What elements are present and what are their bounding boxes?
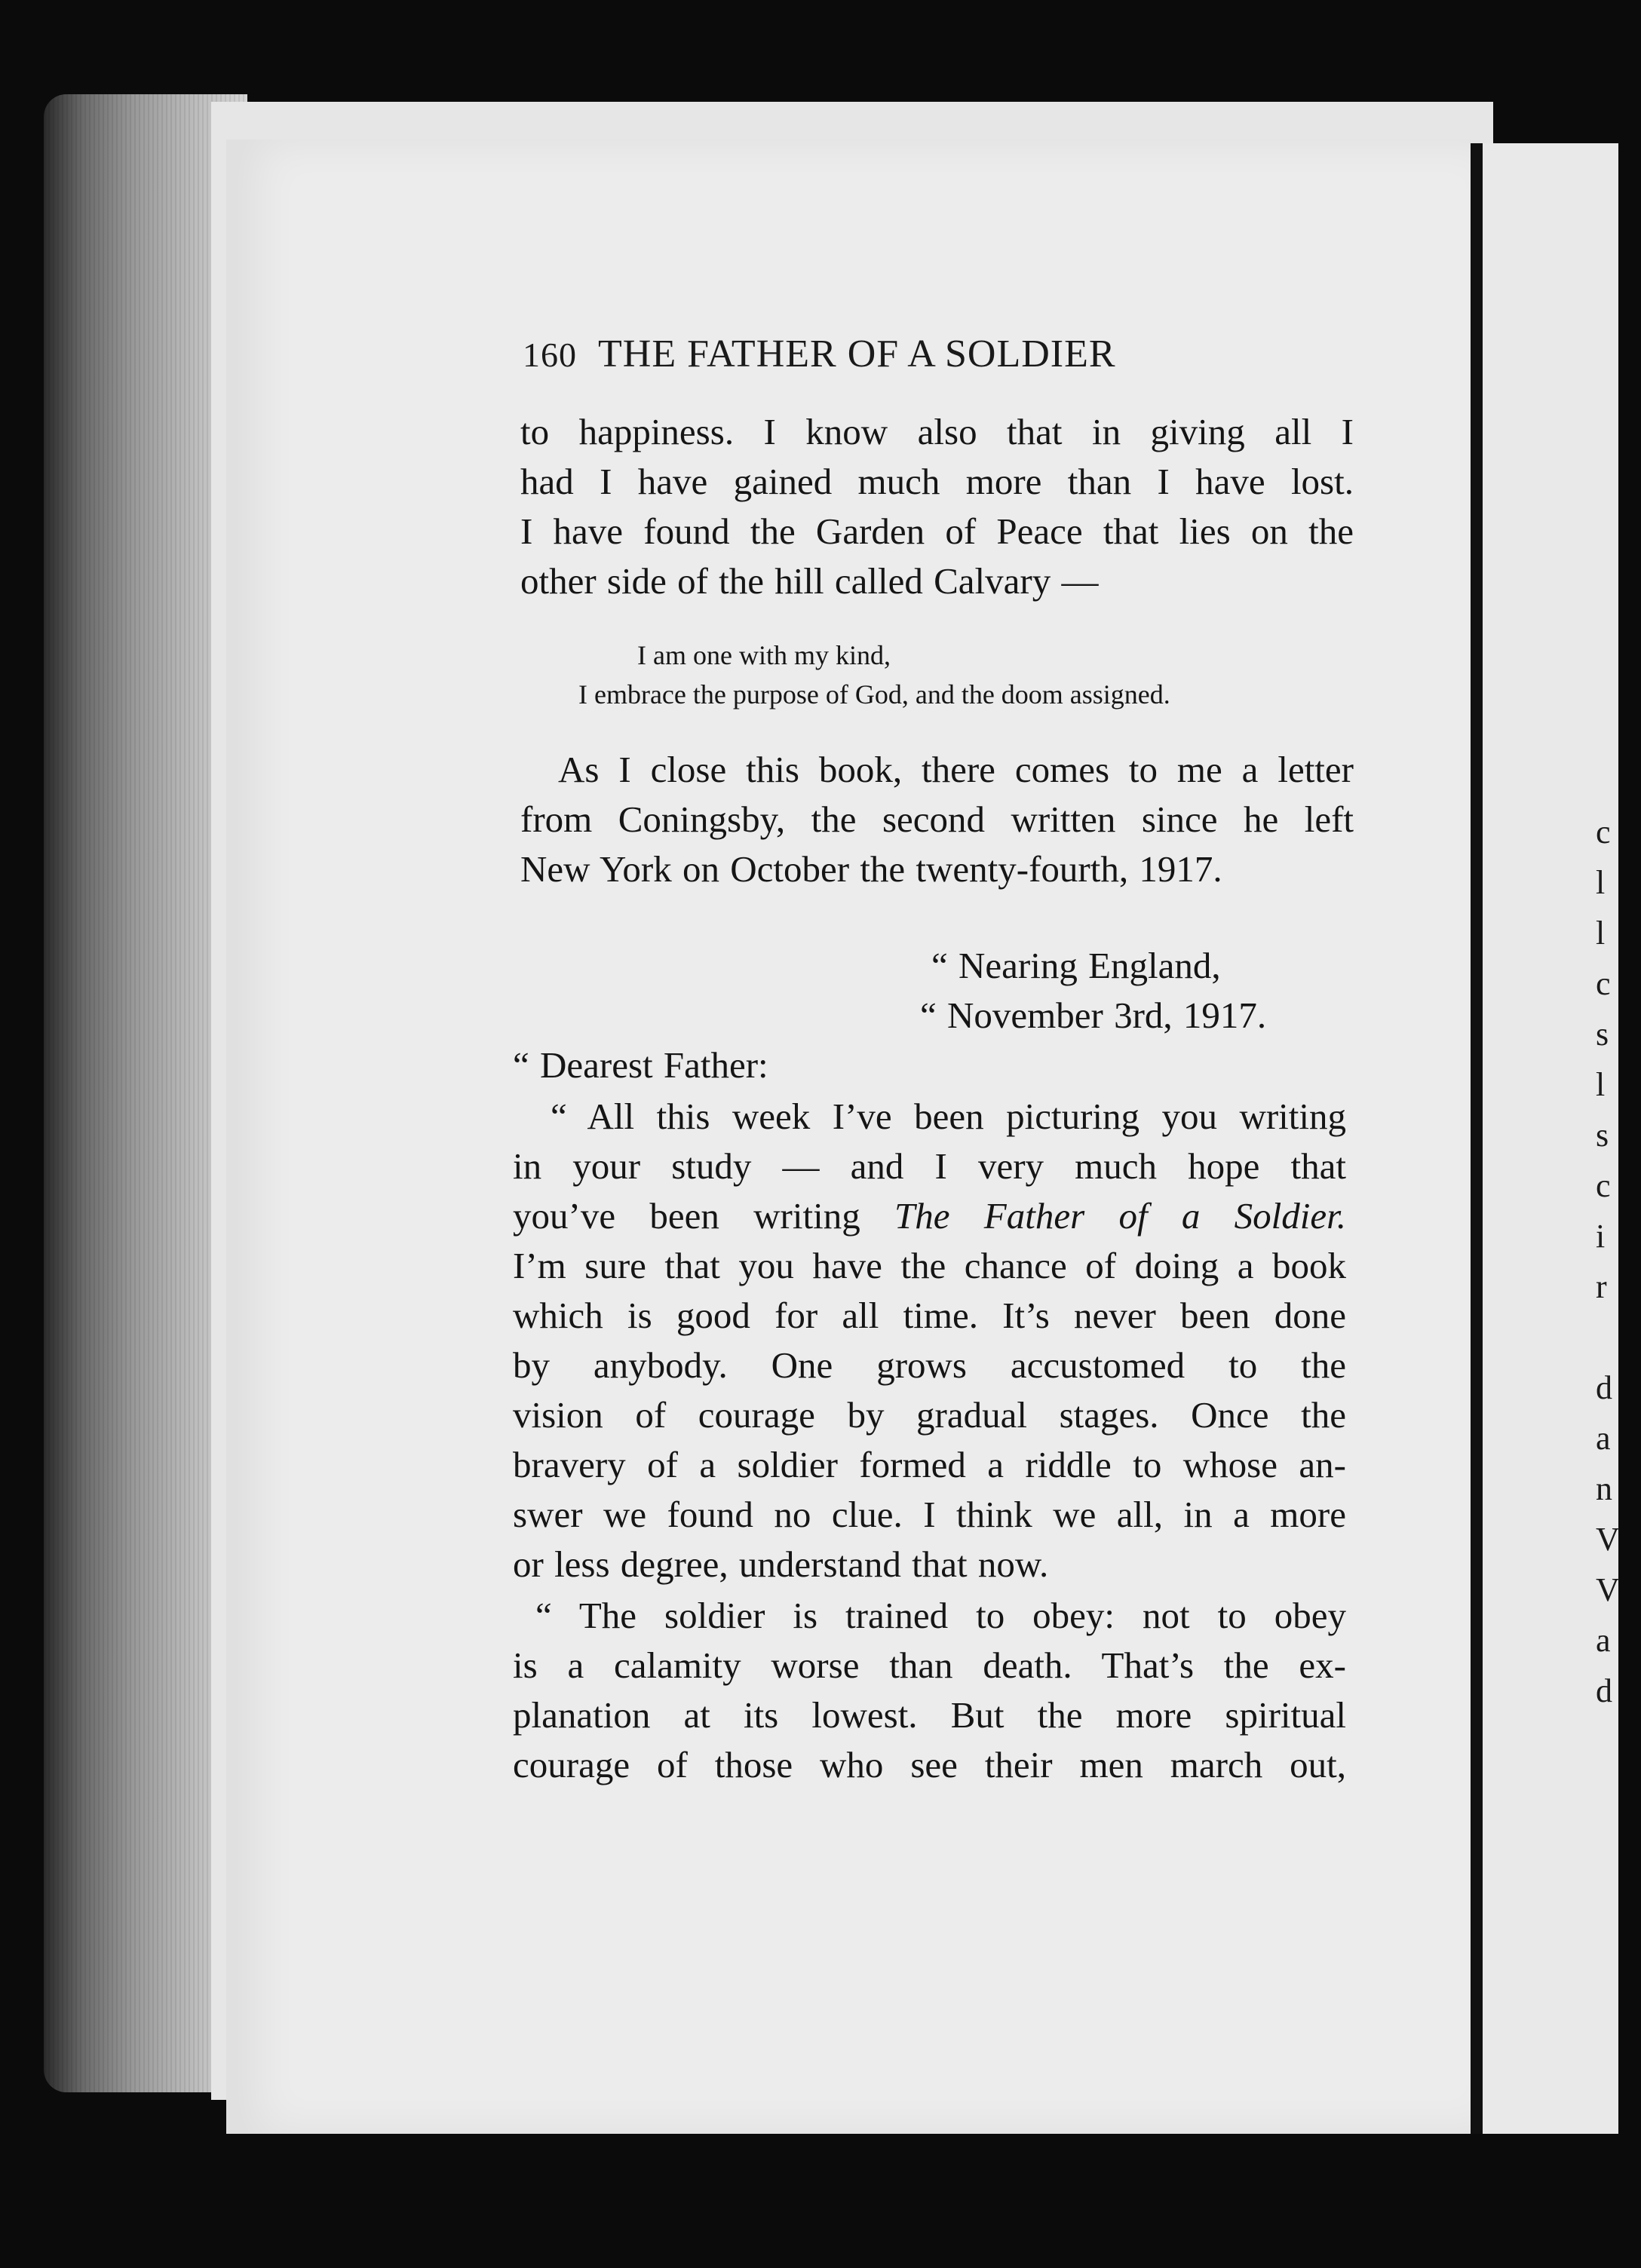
facing-letter: V xyxy=(1596,1571,1620,1608)
facing-letter: i xyxy=(1596,1218,1606,1255)
text-line: is a calamity worse than death. That’s the ex- xyxy=(513,1644,1346,1686)
salutation xyxy=(513,1041,1346,1090)
text-line: I’m sure that you have the chance of doing a book xyxy=(513,1245,1346,1286)
book-title-italic: The Father of a Soldier. xyxy=(894,1195,1347,1237)
letter-heading xyxy=(920,941,1384,1041)
text-fragment: you’ve been writing xyxy=(513,1195,894,1237)
verse-line-2: I embrace the purpose of God, and the doom assigned. xyxy=(578,679,1170,710)
facing-letter: c xyxy=(1596,1167,1611,1204)
text-line: swer we found no clue. I think we all, in a more xyxy=(513,1494,1346,1535)
text-line xyxy=(513,1191,1346,1241)
facing-letter: d xyxy=(1596,1369,1612,1406)
facing-letter: n xyxy=(1596,1470,1612,1507)
facing-letter: c xyxy=(1596,814,1611,851)
running-title: THE FATHER OF A SOLDIER xyxy=(598,333,1116,375)
heading-line: “ Nearing England, xyxy=(931,945,1221,986)
text-line: I have found the Garden of Peace that lies on the xyxy=(520,510,1354,552)
salutation-line: “ Dearest Father: xyxy=(513,1044,768,1086)
text-line: to happiness. I know also that in giving all I xyxy=(520,411,1354,452)
text-line: “ All this week I’ve been picturing you writing xyxy=(551,1096,1346,1137)
text-line: from Coningsby, the second written since he left xyxy=(520,798,1354,840)
text-line: As I close this book, there comes to me a letter xyxy=(558,749,1354,790)
facing-letter: d xyxy=(1596,1672,1612,1709)
facing-letter: s xyxy=(1596,1016,1609,1053)
paragraph-2 xyxy=(520,745,1354,894)
text-line: by anybody. One grows accustomed to the xyxy=(513,1344,1346,1386)
letter-paragraph-1 xyxy=(513,1092,1346,1589)
text-line: had I have gained much more than I have lost. xyxy=(520,461,1354,502)
facing-page xyxy=(1483,143,1618,2134)
text-line: or less degree, understand that now. xyxy=(513,1543,1049,1585)
facing-letter: l xyxy=(1596,1066,1606,1103)
text-line: courage of those who see their men march out, xyxy=(513,1744,1346,1785)
letter-paragraph-2 xyxy=(513,1591,1346,1790)
facing-letter: s xyxy=(1596,1117,1609,1154)
text-line: “ The soldier is trained to obey: not to obey xyxy=(535,1595,1346,1636)
text-line: in your study — and I very much hope that xyxy=(513,1145,1346,1187)
facing-letter: r xyxy=(1596,1268,1607,1305)
text-line: vision of courage by gradual stages. Once the xyxy=(513,1394,1346,1436)
running-header xyxy=(523,332,1352,376)
facing-letter: c xyxy=(1596,965,1611,1002)
facing-letter: l xyxy=(1596,864,1606,901)
facing-letter: V xyxy=(1596,1521,1620,1558)
book-gutter xyxy=(1471,143,1483,2134)
page-number: 160 xyxy=(523,336,577,374)
verse-line-1: I am one with my kind, xyxy=(637,640,891,670)
text-line: other side of the hill called Calvary — xyxy=(520,560,1099,602)
paragraph-1 xyxy=(520,407,1354,606)
text-line: which is good for all time. It’s never been done xyxy=(513,1295,1346,1336)
facing-letter: a xyxy=(1596,1420,1611,1457)
text-line: New York on October the twenty-fourth, 1917. xyxy=(520,848,1222,890)
text-line: bravery of a soldier formed a riddle to whose an- xyxy=(513,1444,1346,1485)
heading-line: “ November 3rd, 1917. xyxy=(920,995,1267,1036)
facing-letter: a xyxy=(1596,1622,1611,1659)
text-line: planation at its lowest. But the more spiritual xyxy=(513,1694,1346,1736)
facing-page-text xyxy=(1596,143,1641,1716)
facing-letter: l xyxy=(1596,915,1606,952)
